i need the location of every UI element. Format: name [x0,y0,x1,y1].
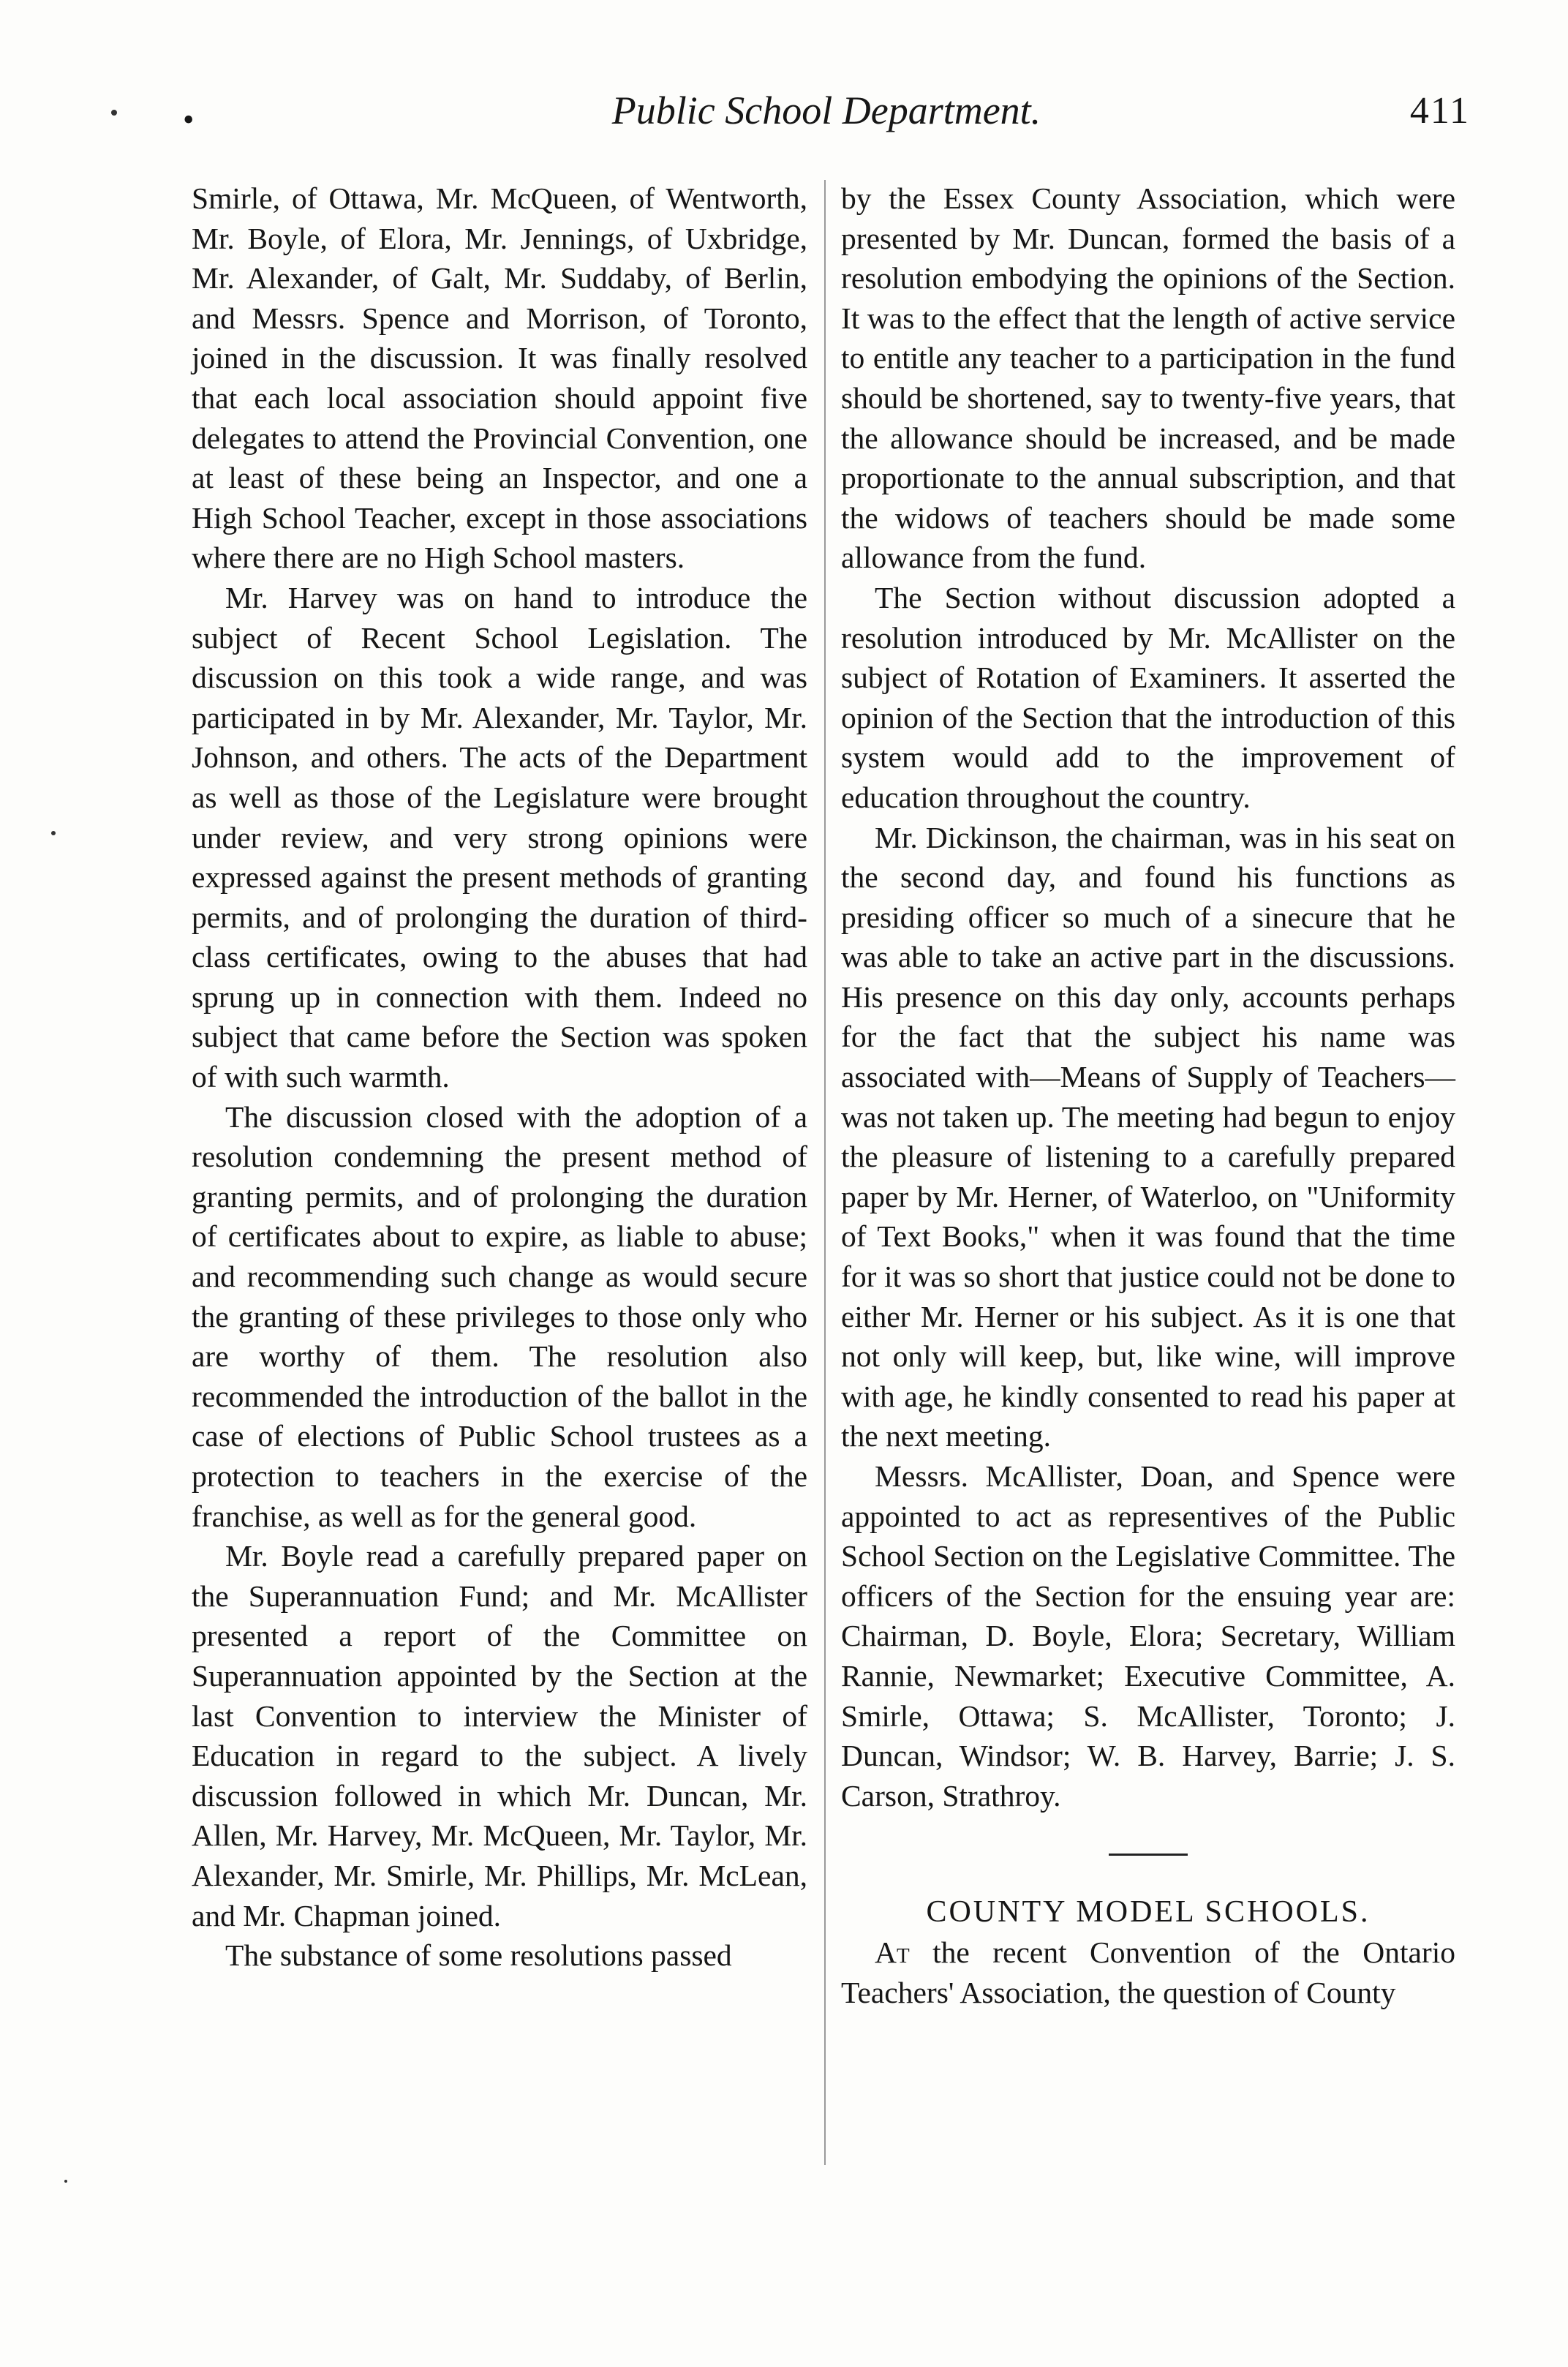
column-divider [824,180,826,2165]
section-heading: COUNTY MODEL SCHOOLS. [926,1895,1371,1930]
paragraph: The Section without discussion adopted a resolution introduced by Mr. McAllister on the subject of Rotation of Examiners. It asserted the opinion of the Section that the introduction of this system would add to the improvement of education throughout the country. [841,580,1455,814]
print-speck [111,110,117,116]
section-paragraph [841,1933,1455,2012]
right-column [841,178,1455,2012]
print-speck [64,2180,67,2183]
header-bullet: • [183,102,195,138]
running-title: Public School Department. [611,89,1041,132]
page-number: 411 [1409,90,1470,132]
paragraph: Smirle, of Ottawa, Mr. McQueen, of Wentworth, Mr. Boyle, of Elora, Mr. Jennings, of Uxbridge, Mr. Alexander, of Galt, Mr. Suddaby, of Berlin, and Messrs. Spence and Morrison, of Toronto, joined in the discussion. It was finally resolved that each local association should appoint five delegates to attend the Provincial Convention, one at least of these being an Inspector, and one a High School Teacher, except in those associations where there are no High School masters. [192,181,807,575]
paragraph: The substance of some resolutions passed [225,1938,732,1973]
paragraph: Messrs. McAllister, Doan, and Spence were appointed to act as representives of the Public School Section on the Legislative Committee. The officers of the Section for the ensuing year are: Chairman, D. Boyle, Elora; Secretary, William Rannie, Newmarket; Executive Committee, A. Smirle, Ottawa; S. McAllister, Toronto; J. Duncan, Windsor; W. B. Harvey, Barrie; J. S. Carson, Strathroy. [841,1459,1455,1813]
section-lead-in: At [875,1935,910,1969]
paragraph: Mr. Harvey was on hand to introduce the subject of Recent School Legislation. The discussion on this took a wide range, and was participated in by Mr. Alexander, Mr. Taylor, Mr. Johnson, and others. The acts of the Department as well as those of the Legislature were brought under review, and very strong opinions were expressed against the present methods of granting permits, and of prolonging the duration of third-class certificates, owing to the abuses that had sprung up in connection with them. Indeed no subject that came before the Section was spoken of with such warmth. [192,580,807,1094]
section-text: the recent Convention of the Ontario Teachers' Association, the question of County [841,1935,1456,2009]
paragraph: The discussion closed with the adoption of a resolution condemning the present method of granting permits, and of prolonging the duration of certificates about to expire, as liable to abuse; and recommending such change as would secure the granting of these privileges to those only who are worthy of them. The resolution also recommended the introduction of the ballot in the case of elections of Public School trustees as a protection to teachers in the exercise of the franchise, as well as for the general good. [192,1099,807,1533]
paragraph: Mr. Boyle read a carefully prepared paper on the Superannuation Fund; and Mr. McAllister presented a report of the Committee on Superannuation appointed by the Section at the last Convention to interview the Minister of Education in regard to the subject. A lively discussion followed in which Mr. Duncan, Mr. Allen, Mr. Harvey, Mr. McQueen, Mr. Taylor, Mr. Alexander, Mr. Smirle, Mr. Phillips, Mr. McLean, and Mr. Chapman joined. [192,1539,807,1933]
paragraph: by the Essex County Association, which were presented by Mr. Duncan, formed the basis of a resolution embodying the opinions of the Section. It was to the effect that the length of active service to entitle any teacher to a participation in the fund should be shortened, say to twenty-five years, that the allowance should be increased, and be made proportionate to the annual subscription, and that the widows of teachers should be made some allowance from the fund. [841,181,1455,575]
running-header [183,88,1470,146]
section-divider [1109,1854,1188,1856]
paragraph: Mr. Dickinson, the chairman, was in his seat on the second day, and found his functions as presiding officer so much of a sinecure that he was able to take an active part in the discussions. His presence on this day only, accounts perhaps for the fact that the subject his name was associated with—Means of Supply of Teachers—was not taken up. The meeting had begun to enjoy the pleasure of listening to a carefully prepared paper by Mr. Herner, of Waterloo, on "Uniformity of Text Books," when it was found that the time for it was so short that justice could not be done to either Mr. Herner or his subject. As it is one that not only will keep, but, like wine, will improve with age, he kindly consented to read his paper at the next meeting. [841,820,1455,1453]
print-speck [51,831,56,835]
left-column [192,178,807,1976]
